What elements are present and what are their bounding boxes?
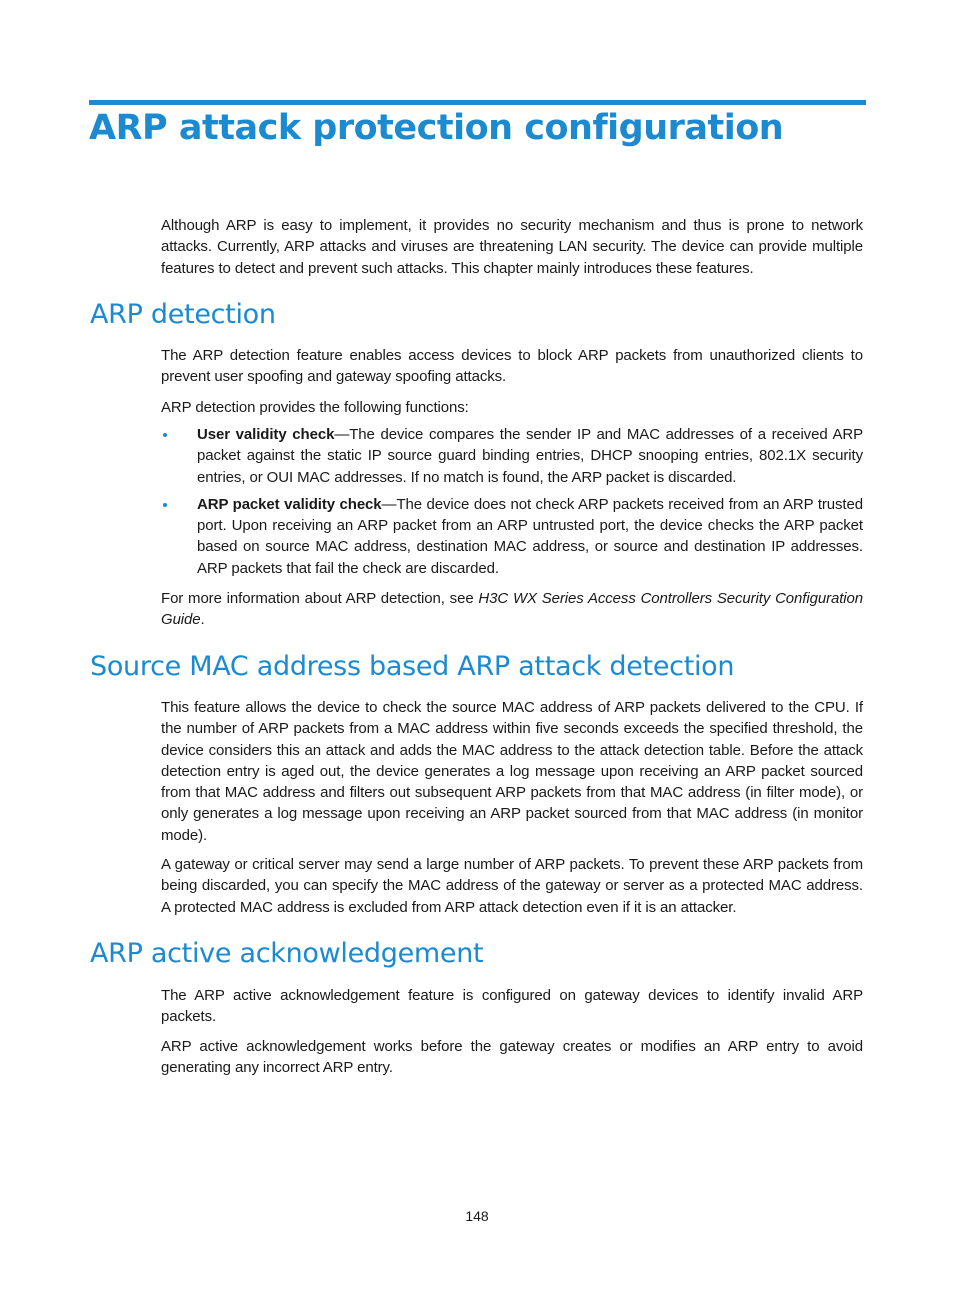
source-mac-paragraph-1: This feature allows the device to check the source MAC address of ARP packets delivered to the CPU. If the number of ARP packets from a MAC address within five seconds exceeds the specified threshold, the device considers this an attack and adds the MAC address to the attack detection table. Before the attack detection entry is aged out, the device generates a log message upon receiving an ARP packet sourced from that MAC address and filters out subsequent ARP packets from that MAC address (in filter mode), or only generates a log message upon receiving an ARP packet sourced from that MAC address (in monitor mode). <box>161 699 863 844</box>
arp-detection-reference-paragraph <box>161 588 863 631</box>
arp-detection-function-list <box>161 424 863 585</box>
section-heading-source-mac: Source MAC address based ARP attack detection <box>90 651 735 682</box>
page-number: 148 <box>465 1208 489 1224</box>
chapter-top-rule <box>89 100 866 105</box>
source-mac-paragraph-2: A gateway or critical server may send a large number of ARP packets. To prevent these ARP packets from being discarded, you can specify the MAC address of the gateway or server as a protected MAC address. A protected MAC address is excluded from ARP attack detection even if it is an attacker. <box>161 856 863 916</box>
arp-detection-paragraph-1: The ARP detection feature enables access devices to block ARP packets from unauthorized clients to prevent user spoofing and gateway spoofing attacks. <box>161 347 863 386</box>
section-heading-active-ack: ARP active acknowledgement <box>90 938 484 969</box>
chapter-title: ARP attack protection configuration <box>89 108 784 148</box>
bullet-icon <box>163 433 167 437</box>
section-heading-arp-detection: ARP detection <box>90 299 276 330</box>
list-item <box>161 494 863 579</box>
reference-prefix: For more information about ARP detection, see <box>161 590 479 607</box>
active-ack-paragraph-2: ARP active acknowledgement works before the gateway creates or modifies an ARP entry to avoid generating any incorrect ARP entry. <box>161 1038 863 1077</box>
bullet-text: —The device compares the sender IP and MAC addresses of a received ARP packet against the static IP source guard binding entries, DHCP snooping entries, 802.1X security entries, or OUI MAC addresses. If no match is found, the ARP packet is discarded. <box>197 426 863 486</box>
arp-detection-paragraph-2: ARP detection provides the following functions: <box>161 399 469 416</box>
reference-guide-title: H3C WX Series Access Controllers Security Configuration Guide <box>161 590 863 629</box>
chapter-intro: Although ARP is easy to implement, it provides no security mechanism and thus is prone to network attacks. Currently, ARP attacks and viruses are threatening LAN security. The device can provide multiple features to detect and prevent such attacks. This chapter mainly introduces these features. <box>161 217 863 277</box>
bullet-term: User validity check <box>197 426 335 443</box>
reference-suffix: . <box>200 611 205 629</box>
bullet-text: —The device does not check ARP packets received from an ARP trusted port. Upon receiving an ARP packet from an ARP untrusted port, the device checks the ARP packet based on source MAC address, destination MAC address, or source and destination IP addresses. ARP packets that fail the check are discarded. <box>197 495 863 577</box>
list-item <box>161 424 863 488</box>
bullet-term: ARP packet validity check <box>197 495 382 513</box>
bullet-icon <box>163 503 167 507</box>
active-ack-paragraph-1: The ARP active acknowledgement feature is configured on gateway devices to identify invalid ARP packets. <box>161 987 863 1026</box>
